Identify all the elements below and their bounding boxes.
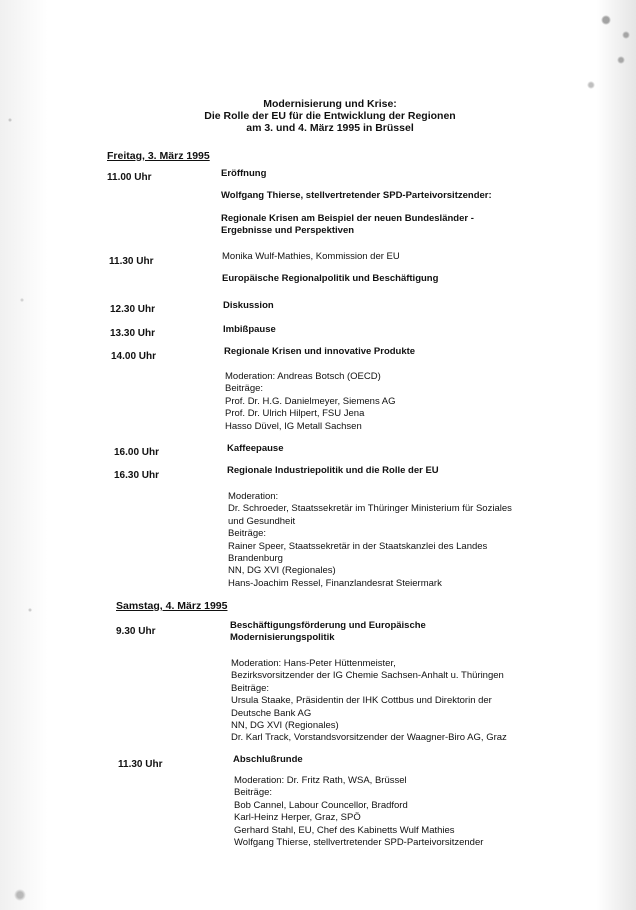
topic-line: Regionale Krisen am Beispiel der neuen Bundesländer -	[221, 213, 474, 224]
topic-line: Ergebnisse und Perspektiven	[221, 225, 355, 237]
session-title: Eröffnung	[221, 168, 267, 179]
title-line-1: Modernisierung und Krise:	[263, 98, 397, 110]
moderator-line: Bezirksvorsitzender der IG Chemie Sachsen-Anhalt u. Thüringen	[231, 670, 504, 682]
speaker-wulf-mathies	[222, 251, 512, 263]
time-1630: 16.30 Uhr	[114, 470, 160, 481]
contributor-line: Brandenburg	[228, 553, 283, 565]
contributor-line: Dr. Karl Track, Vorstandsvorsitzender der Waagner-Biro AG, Graz	[231, 732, 507, 744]
speaker-line: Wolfgang Thierse, stellvertretender SPD-Parteivorsitzender:	[221, 190, 492, 201]
moderator-label: Moderation:	[228, 491, 279, 502]
contributions-label: Beiträge:	[228, 528, 267, 540]
document-title	[180, 98, 480, 134]
title-line-3: am 3. und 4. März 1995 in Brüssel	[246, 122, 414, 134]
speaker-line: Monika Wulf-Mathies, Kommission der EU	[222, 251, 400, 262]
moderator-line: Moderation: Dr. Fritz Rath, WSA, Brüssel	[234, 775, 407, 786]
time-1130-saturday: 11.30 Uhr	[118, 759, 163, 770]
session-title: Imbißpause	[223, 324, 276, 335]
time-1600: 16.00 Uhr	[114, 447, 160, 458]
contributor-line: Rainer Speer, Staatssekretär in der Staatskanzlei des Landes	[228, 540, 488, 552]
time-0930: 9.30 Uhr	[116, 626, 156, 637]
contributor-line: NN, DG XVI (Regionales)	[231, 720, 339, 732]
contributor-line: Ursula Staake, Präsidentin der IHK Cottbus und Direktorin der	[231, 695, 492, 707]
moderator-line: und Gesundheit	[228, 515, 296, 527]
time-1100: 11.00 Uhr	[107, 172, 152, 183]
session-title: Abschlußrunde	[233, 754, 303, 765]
panel-abschlussrunde	[234, 775, 524, 849]
session-abschlussrunde	[233, 754, 523, 766]
session-eroeffnung	[221, 168, 511, 180]
panel-innovative-produkte	[225, 371, 515, 433]
session-title: Regionale Krisen und innovative Produkte	[224, 346, 416, 357]
session-title: Modernisierungspolitik	[230, 632, 335, 644]
topic-regionale-krisen	[221, 213, 511, 238]
contributor-line: Wolfgang Thierse, stellvertretender SPD-Parteivorsitzender	[234, 837, 484, 849]
contributor-line: Hans-Joachim Ressel, Finanzlandesrat Steiermark	[228, 577, 442, 589]
scan-edge-right	[596, 0, 636, 910]
time-1400: 14.00 Uhr	[111, 351, 157, 362]
moderator-line: Moderation: Andreas Botsch (OECD)	[225, 371, 381, 382]
title-line-2: Die Rolle der EU für die Entwicklung der Regionen	[204, 110, 456, 122]
panel-industriepolitik	[228, 491, 518, 590]
contributor-line: NN, DG XVI (Regionales)	[228, 565, 336, 577]
contributions-label: Beiträge:	[225, 383, 264, 395]
contributions-label: Beiträge:	[234, 787, 273, 799]
panel-beschaeftigungsfoerderung	[231, 658, 521, 745]
moderator-line: Moderation: Hans-Peter Hüttenmeister,	[231, 658, 396, 669]
session-imbisspause	[223, 324, 513, 336]
session-title: Diskussion	[223, 300, 274, 311]
scan-noise-bottom-left	[0, 870, 60, 910]
scan-edge-left	[0, 0, 48, 910]
contributor-line: Prof. Dr. Ulrich Hilpert, FSU Jena	[225, 408, 365, 420]
day-heading-friday: Freitag, 3. März 1995	[107, 150, 210, 162]
contributor-line: Karl-Heinz Herper, Graz, SPÖ	[234, 812, 361, 824]
contributor-line: Prof. Dr. H.G. Danielmeyer, Siemens AG	[225, 395, 396, 407]
session-innovative-produkte	[224, 346, 514, 358]
contributor-line: Hasso Düvel, IG Metall Sachsen	[225, 420, 362, 432]
session-diskussion	[223, 300, 513, 312]
session-title: Kaffeepause	[227, 443, 284, 454]
time-1330: 13.30 Uhr	[110, 328, 156, 339]
contributor-line: Gerhard Stahl, EU, Chef des Kabinetts Wulf Mathies	[234, 824, 455, 836]
day-heading-saturday: Samstag, 4. März 1995	[116, 600, 228, 612]
time-1230: 12.30 Uhr	[110, 304, 156, 315]
topic-regionalpolitik	[222, 273, 512, 285]
contributor-line: Bob Cannel, Labour Councellor, Bradford	[234, 799, 408, 811]
topic-line: Europäische Regionalpolitik und Beschäftigung	[222, 273, 439, 284]
session-title: Beschäftigungsförderung und Europäische	[230, 620, 426, 631]
session-title: Regionale Industriepolitik und die Rolle der EU	[227, 465, 439, 476]
speaker-thierse	[221, 190, 511, 202]
time-1130: 11.30 Uhr	[109, 256, 154, 267]
contributor-line: Deutsche Bank AG	[231, 707, 312, 719]
contributions-label: Beiträge:	[231, 682, 270, 694]
session-beschaeftigungsfoerderung	[230, 620, 520, 645]
moderator-line: Dr. Schroeder, Staatssekretär im Thüringer Ministerium für Soziales	[228, 503, 512, 515]
session-kaffeepause	[227, 443, 517, 455]
session-industriepolitik	[227, 465, 517, 477]
scan-noise-top-right	[566, 0, 636, 110]
